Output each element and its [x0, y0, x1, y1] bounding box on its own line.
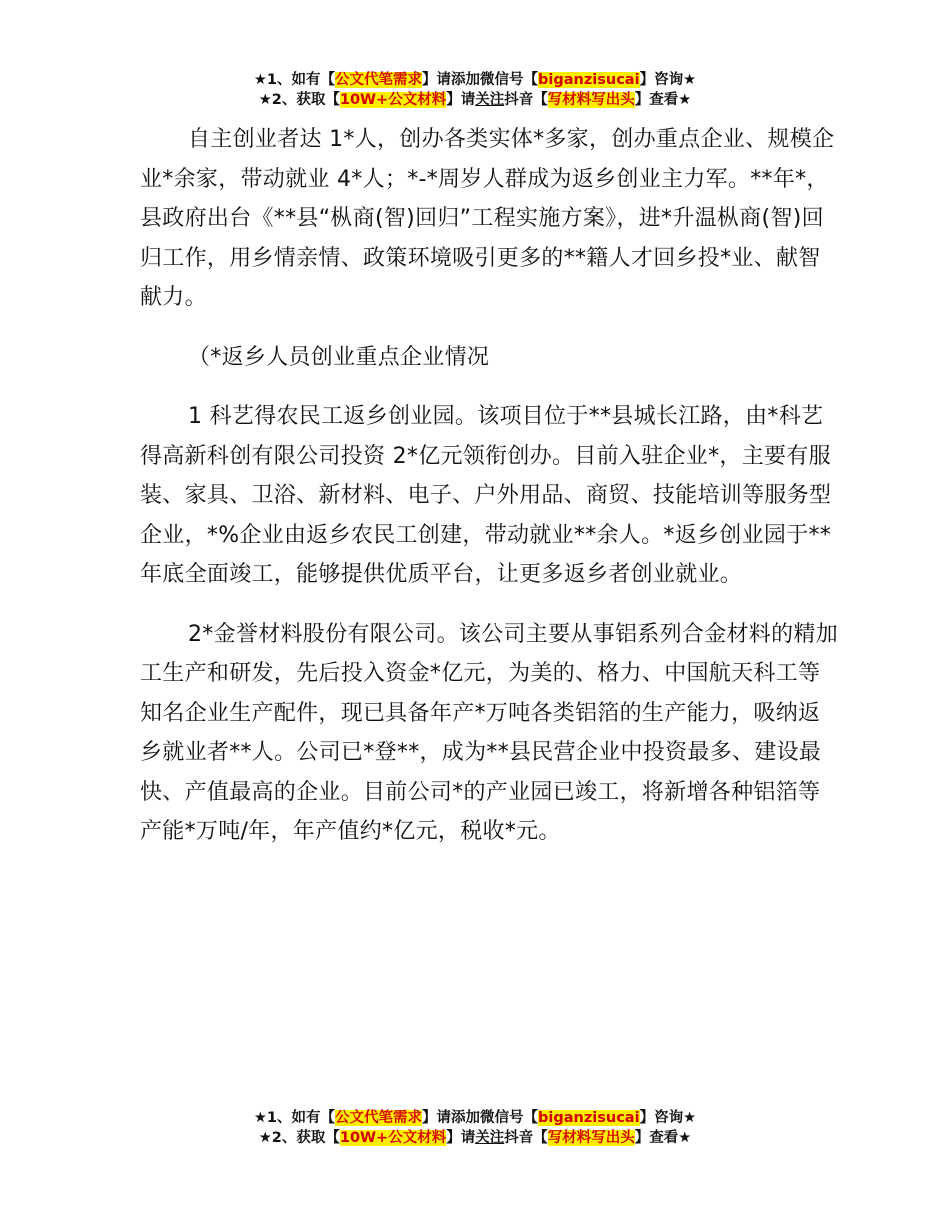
paragraph-1: 自主创业者达 1*人，创办各类实体*多家，创办重点企业、规模企业*余家，带动就业 4*人；*-*周岁人群成为返乡创业主力军。**年*，县政府出台《**县“枞商(智)回归”工程实施方案》，进*升温枞商(智)回归工作，用乡情亲情、政策环境吸引更多的**籍人才回乡投*业、献智献力。	[140, 127, 835, 310]
banner-highlight-materials: 10W+公文材料	[339, 92, 447, 108]
banner-text: ★1、如有【	[253, 72, 336, 88]
footer-banner	[0, 1108, 950, 1148]
banner-highlight-wechat-id: biganzisucai	[538, 1110, 640, 1126]
banner-text: 】查看★	[634, 92, 692, 108]
header-banner-line-1	[0, 70, 950, 90]
banner-text: 抖音【	[504, 1130, 548, 1146]
banner-text: 】查看★	[634, 1130, 692, 1146]
banner-text: 】请	[422, 72, 452, 88]
header-banner-line-2	[0, 90, 950, 110]
footer-banner-line-1	[0, 1108, 950, 1128]
header-banner	[0, 70, 950, 110]
banner-highlight-douyin: 写材料写出头	[547, 1130, 635, 1146]
banner-highlight-service: 公文代笔需求	[335, 72, 423, 88]
banner-text: 微信号【	[480, 72, 539, 88]
paragraph-3: 2*金誉材料股份有限公司。该公司主要从事铝系列合金材料的精加工生产和研发，先后投入资金*亿元，为美的、格力、中国航天科工等知名企业生产配件，现已具备年产*万吨各类铝箔的生产能力，吸纳返乡就业者**人。公司已*登**，成为**县民营企业中投资最多、建设最快、产值最高的企业。目前公司*的产业园已竣工，将新增各种铝箔等产能*万吨/年，年产值约*亿元，税收*元。	[140, 621, 838, 844]
footer-banner-line-2	[0, 1128, 950, 1148]
paragraph-2: 1 科艺得农民工返乡创业园。该项目位于**县城长江路，由*科艺得高新科创有限公司投资 2*亿元领衔创办。目前入驻企业*，主要有服装、家具、卫浴、新材料、电子、户外用品、商贸、技能培训等服务型企业，*%企业由返乡农民工创建，带动就业**余人。*返乡创业园于**年底全面竣工，能够提供优质平台，让更多返乡者创业就业。	[140, 404, 832, 587]
banner-text: 】请	[422, 1110, 452, 1126]
banner-underline-word: 关注	[475, 1130, 505, 1146]
banner-text: 】咨询★	[639, 1110, 697, 1126]
banner-text: 抖音【	[504, 92, 548, 108]
banner-text: 】咨询★	[639, 72, 697, 88]
document-body	[140, 120, 840, 852]
banner-underline-word: 关注	[475, 92, 505, 108]
section-heading: （*返乡人员创业重点企业情况	[188, 344, 490, 370]
banner-highlight-douyin: 写材料写出头	[547, 92, 635, 108]
banner-text: 】请	[446, 1130, 476, 1146]
banner-bold-word: 添加	[451, 1110, 481, 1126]
banner-bold-word: 添加	[451, 72, 481, 88]
banner-text: ★2、获取【	[258, 1130, 340, 1146]
banner-text: 微信号【	[480, 1110, 539, 1126]
banner-highlight-materials: 10W+公文材料	[339, 1130, 447, 1146]
banner-text: ★2、获取【	[258, 92, 340, 108]
banner-text: ★1、如有【	[253, 1110, 336, 1126]
banner-highlight-wechat-id: biganzisucai	[538, 72, 640, 88]
banner-highlight-service: 公文代笔需求	[335, 1110, 423, 1126]
banner-text: 】请	[446, 92, 476, 108]
